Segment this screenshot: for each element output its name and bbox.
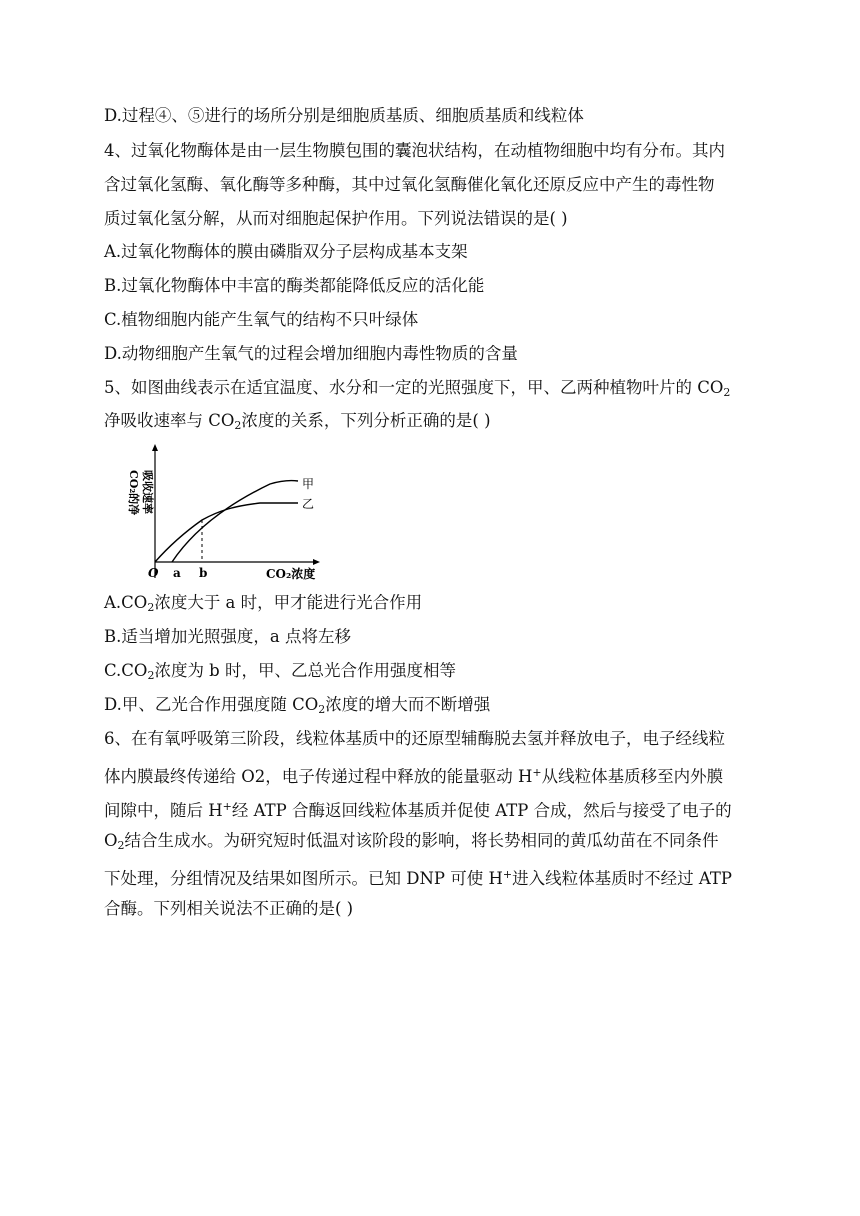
x-axis-label: CO₂浓度	[266, 567, 316, 581]
q4-stem-1: 4、过氧化物酶体是由一层生物膜包围的囊泡状结构，在动植物细胞中均有分布。其内	[104, 141, 725, 160]
q4-option-c: C.植物细胞内能产生氧气的结构不只叶绿体	[104, 310, 419, 329]
curve-yi	[155, 503, 298, 562]
q6-stem-1: 6、在有氧呼吸第三阶段，线粒体基质中的还原型辅酶脱去氢并释放电子，电子经线粒	[104, 729, 725, 748]
q5-option-d: D.甲、乙光合作用强度随 $CO_2$浓度的增大而不断增强	[104, 695, 491, 716]
series-label-yi: 乙	[302, 497, 315, 511]
q6-stem-6: 合酶。下列相关说法不正确的是( )	[104, 899, 354, 918]
q5-option-b: B.适当增加光照强度，a 点将左移	[104, 627, 351, 646]
q4-stem-3: 质过氧化氢分解，从而对细胞起保护作用。下列说法错误的是( )	[104, 209, 568, 228]
q6-stem-5: 下处理，分组情况及结果如图所示。已知 DNP 可使 H+进入线粒体基质时不经过 ATP	[104, 868, 732, 888]
q6-stem-2: 体内膜最终传递给 O2，电子传递过程中释放的能量驱动 H+从线粒体基质移至内外膜	[104, 766, 724, 786]
tick-b: b	[199, 566, 208, 580]
line-d-process: D.过程④、⑤进行的场所分别是细胞质基质、细胞质基质和线粒体	[104, 106, 584, 125]
x-axis-arrow	[313, 559, 320, 565]
q4-option-b: B.过氧化物酶体中丰富的酶类都能降低反应的活化能	[104, 276, 485, 295]
q5-option-c: $C.CO_2$浓度为 b 时，甲、乙总光合作用强度相等	[104, 661, 456, 682]
q4-option-d: D.动物细胞产生氧气的过程会增加细胞内毒性物质的含量	[104, 344, 518, 363]
series-label-jia: 甲	[302, 477, 315, 491]
q5-stem-2: 净吸收速率与 $CO_2$浓度的关系，下列分析正确的是( )	[104, 411, 491, 432]
y-axis-arrow	[152, 444, 158, 451]
q6-stem-3: 间隙中，随后 H+经 ATP 合酶返回线粒体基质并促使 ATP 合成，然后与接受了电子的	[104, 800, 732, 820]
q4-stem-2: 含过氧化氢酶、氧化酶等多种酶，其中过氧化氢酶催化氧化还原反应中产生的毒性物	[104, 175, 715, 194]
origin-label: O	[148, 566, 159, 580]
q6-stem-4: $O_2$结合生成水。为研究短时低温对该阶段的影响，将长势相同的黄瓜幼苗在不同条件	[104, 831, 719, 852]
tick-a: a	[173, 566, 181, 580]
y-axis-label-1: CO₂的净	[127, 470, 140, 516]
q5-stem-1: 5、如图曲线表示在适宜温度、水分和一定的光照强度下，甲、乙两种植物叶片的 $CO_2$	[104, 378, 731, 399]
curve-jia	[172, 481, 298, 562]
co2-absorption-figure	[110, 440, 330, 585]
q5-option-a: $A.CO_2$浓度大于 a 时，甲才能进行光合作用	[104, 593, 423, 614]
y-axis-label-2: 吸收速率	[141, 470, 154, 514]
q4-option-a: A.过氧化物酶体的膜由磷脂双分子层构成基本支架	[104, 242, 468, 261]
